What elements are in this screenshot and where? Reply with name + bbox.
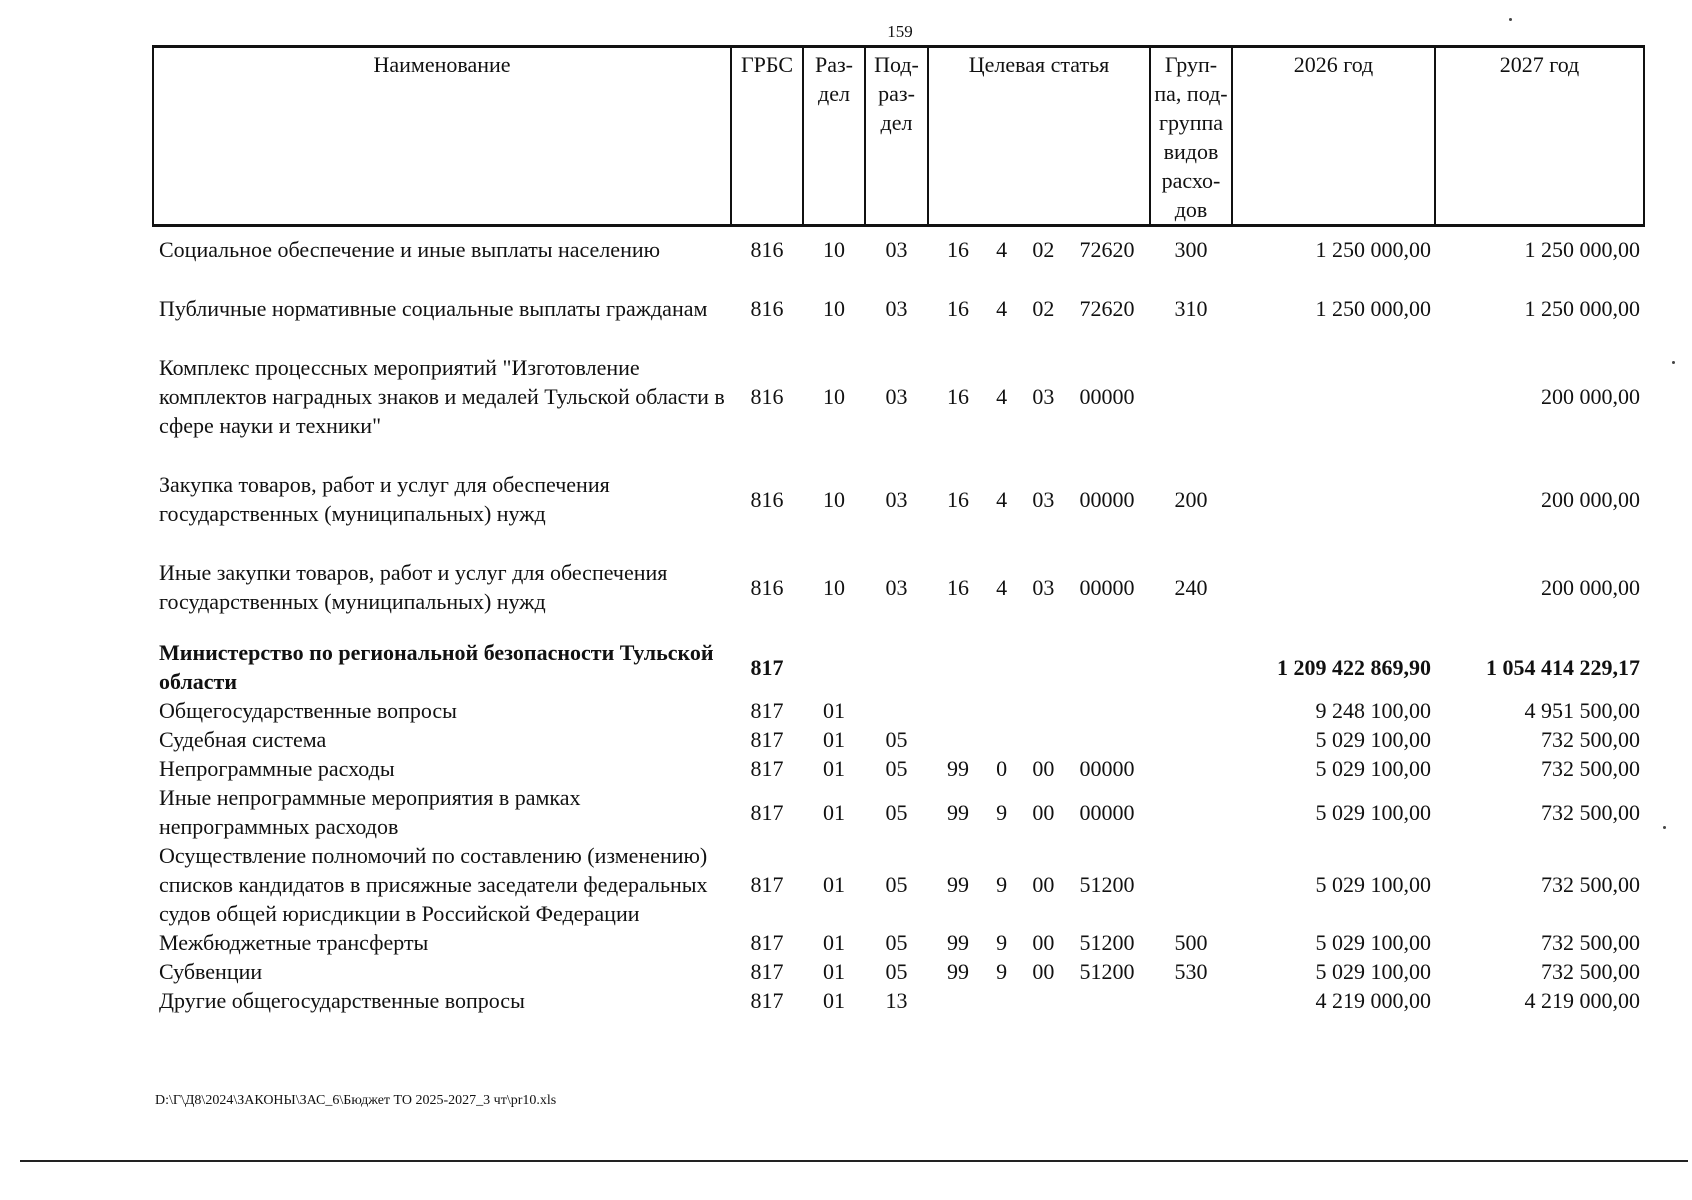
- row-target-cs4: 00000: [1079, 756, 1135, 781]
- row-expense-group: [1150, 638, 1232, 696]
- row-name: Закупка товаров, работ и услуг для обеспечения государственных (муниципальных) нужд: [159, 472, 610, 526]
- table-row: [153, 226, 1644, 273]
- row-amount-2027: 732 500,00: [1541, 872, 1640, 897]
- page-number: 159: [887, 22, 913, 41]
- row-amount-2027: 732 500,00: [1541, 959, 1640, 984]
- row-expense-group: 200: [1174, 486, 1208, 512]
- scan-speck: [1509, 18, 1512, 21]
- header-expense-group: Груп- па, под- группа видов расхо- дов: [1150, 47, 1232, 226]
- row-spacer-cell: [153, 448, 1644, 462]
- scan-speck: [1663, 826, 1666, 829]
- row-name: Другие общегосударственные вопросы: [159, 988, 525, 1013]
- table-row: [153, 783, 1644, 841]
- row-section: 01: [823, 698, 845, 723]
- table-row: [153, 986, 1644, 1015]
- row-grbs: 817: [750, 698, 784, 723]
- row-name: Комплекс процессных мероприятий "Изготовление комплектов наградных знаков и медалей Тульской области в сфере науки и техники": [159, 355, 725, 438]
- bottom-rule: [20, 1160, 1688, 1162]
- row-target-cs4: 51200: [1079, 959, 1135, 984]
- row-target-cs3: 00: [1032, 930, 1055, 955]
- row-expense-group: [1150, 783, 1232, 841]
- row-grbs: 817: [750, 930, 784, 955]
- row-target-article: [928, 462, 1150, 536]
- row-amount-2026: 4 219 000,00: [1315, 988, 1431, 1013]
- row-section: 10: [823, 486, 845, 512]
- row-target-cs1: 99: [947, 872, 969, 897]
- row-section: 01: [823, 727, 845, 752]
- row-name: Иные закупки товаров, работ и услуг для обеспечения государственных (муниципальных) нужд: [159, 560, 668, 614]
- row-subsection: 03: [885, 486, 908, 512]
- row-expense-group: [1150, 345, 1232, 448]
- row-amount-2027: 1 054 414 229,17: [1486, 654, 1640, 680]
- row-target-cs1: 99: [947, 930, 969, 955]
- header-grbs: ГРБС: [731, 47, 803, 226]
- table-row: [153, 286, 1644, 331]
- row-amount-2026: 5 029 100,00: [1315, 872, 1431, 897]
- row-target-article: [928, 783, 1150, 841]
- row-target-cs3: 00: [1032, 799, 1055, 825]
- row-subsection: 05: [885, 727, 908, 752]
- row-subsection: 03: [885, 237, 908, 262]
- row-section: 01: [823, 872, 845, 897]
- row-target-cs1: 16: [947, 296, 969, 321]
- row-expense-group: 240: [1174, 574, 1208, 600]
- row-spacer-cell: [153, 272, 1644, 286]
- row-target-cs1: 99: [947, 959, 969, 984]
- row-section: 10: [823, 237, 845, 262]
- row-expense-group: [1150, 841, 1232, 928]
- row-grbs: 816: [750, 384, 784, 409]
- row-target-cs4: 72620: [1079, 237, 1135, 262]
- table-row: [153, 345, 1644, 448]
- row-target-cs2: 4: [996, 574, 1008, 600]
- row-target-cs3: 03: [1032, 574, 1055, 600]
- row-target-cs2: 9: [996, 872, 1008, 897]
- table-body: [153, 226, 1644, 1016]
- row-target-article: [928, 986, 1150, 1015]
- row-amount-2026: 1 250 000,00: [1315, 237, 1431, 262]
- row-target-article: [928, 286, 1150, 331]
- row-amount-2027: 732 500,00: [1541, 930, 1640, 955]
- row-subsection: [865, 696, 928, 725]
- row-spacer: [153, 331, 1644, 345]
- row-target-article: [928, 957, 1150, 986]
- scan-speck: [1672, 361, 1675, 364]
- row-spacer-cell: [153, 624, 1644, 638]
- row-target-cs3: 03: [1032, 384, 1055, 409]
- table-row: [153, 696, 1644, 725]
- row-spacer-cell: [153, 331, 1644, 345]
- row-grbs: 817: [750, 872, 784, 897]
- budget-table: [152, 45, 1645, 1015]
- row-amount-2026: 1 209 422 869,90: [1277, 654, 1431, 680]
- row-target-article: [928, 345, 1150, 448]
- row-target-cs2: 9: [996, 799, 1008, 825]
- row-expense-group: [1150, 696, 1232, 725]
- row-grbs: 816: [750, 574, 784, 600]
- row-target-cs4: 00000: [1079, 574, 1135, 600]
- table-row: [153, 638, 1644, 696]
- header-year-2027: 2027 год: [1435, 47, 1644, 226]
- row-amount-2027: 1 250 000,00: [1524, 237, 1640, 262]
- row-target-cs4: 72620: [1079, 296, 1135, 321]
- row-amount-2026: 5 029 100,00: [1315, 930, 1431, 955]
- row-expense-group: 530: [1174, 959, 1208, 984]
- row-name: Иные непрограммные мероприятия в рамках непрограммных расходов: [159, 785, 581, 839]
- row-grbs: 817: [750, 756, 784, 781]
- row-subsection: 05: [885, 959, 908, 984]
- row-target-cs1: 16: [947, 237, 969, 262]
- header-target-article: Целевая статья: [928, 47, 1150, 226]
- row-subsection: 05: [885, 930, 908, 955]
- row-expense-group: 300: [1174, 237, 1208, 262]
- row-name: Непрограммные расходы: [159, 756, 395, 781]
- row-name: Межбюджетные трансферты: [159, 930, 429, 955]
- row-name: Публичные нормативные социальные выплаты гражданам: [159, 296, 708, 321]
- row-name: Общегосударственные вопросы: [159, 698, 457, 723]
- row-grbs: 817: [750, 959, 784, 984]
- row-amount-2027: 1 250 000,00: [1524, 296, 1640, 321]
- row-target-cs2: 4: [996, 296, 1008, 321]
- row-target-cs3: 02: [1032, 296, 1055, 321]
- row-target-cs1: 16: [947, 486, 969, 512]
- row-target-cs1: 99: [947, 799, 969, 825]
- row-amount-2027: 4 951 500,00: [1524, 698, 1640, 723]
- row-target-cs2: 0: [996, 756, 1008, 781]
- row-target-cs3: 00: [1032, 756, 1055, 781]
- row-grbs: 816: [750, 237, 784, 262]
- row-target-cs4: 00000: [1079, 384, 1135, 409]
- row-section: 01: [823, 930, 845, 955]
- row-amount-2026: 5 029 100,00: [1315, 959, 1431, 984]
- row-amount-2026: [1232, 345, 1435, 448]
- row-amount-2027: 732 500,00: [1541, 756, 1640, 781]
- row-amount-2027: 732 500,00: [1541, 799, 1640, 825]
- row-target-cs3: 00: [1032, 872, 1055, 897]
- row-target-article: [928, 928, 1150, 957]
- header-subsection: Под- раз- дел: [865, 47, 928, 226]
- header-row: [153, 47, 1644, 226]
- row-target-article: [928, 638, 1150, 696]
- table-row: [153, 928, 1644, 957]
- row-target-cs4: 00000: [1079, 486, 1135, 512]
- row-amount-2027: 732 500,00: [1541, 727, 1640, 752]
- row-target-article: [928, 754, 1150, 783]
- row-section: 10: [823, 296, 845, 321]
- row-target-cs4: 51200: [1079, 930, 1135, 955]
- header-year-2026: 2026 год: [1232, 47, 1435, 226]
- row-amount-2027: 200 000,00: [1541, 486, 1640, 512]
- row-amount-2026: 5 029 100,00: [1315, 756, 1431, 781]
- row-section: 01: [823, 959, 845, 984]
- row-subsection: 05: [885, 756, 908, 781]
- table-row: [153, 841, 1644, 928]
- row-name: Министерство по региональной безопасности Тульской области: [159, 640, 714, 694]
- row-amount-2026: [1232, 462, 1435, 536]
- row-expense-group: [1150, 986, 1232, 1015]
- row-target-article: [928, 696, 1150, 725]
- row-section: 10: [823, 574, 845, 600]
- row-section: [803, 638, 865, 696]
- row-subsection: 03: [885, 296, 908, 321]
- row-amount-2026: 5 029 100,00: [1315, 727, 1431, 752]
- row-target-cs2: 4: [996, 384, 1008, 409]
- row-target-cs3: 02: [1032, 237, 1055, 262]
- row-amount-2026: 1 250 000,00: [1315, 296, 1431, 321]
- row-name: Субвенции: [159, 959, 263, 984]
- row-spacer: [153, 536, 1644, 550]
- row-target-cs4: 51200: [1079, 872, 1135, 897]
- row-grbs: 816: [750, 486, 784, 512]
- row-target-article: [928, 550, 1150, 624]
- row-grbs: 817: [750, 654, 784, 680]
- row-name: Судебная система: [159, 727, 327, 752]
- table-row: [153, 754, 1644, 783]
- row-target-cs2: 4: [996, 486, 1008, 512]
- row-target-cs2: 9: [996, 930, 1008, 955]
- row-grbs: 817: [750, 727, 784, 752]
- row-subsection: 05: [885, 799, 908, 825]
- row-section: 01: [823, 756, 845, 781]
- row-grbs: 816: [750, 296, 784, 321]
- table-row: [153, 462, 1644, 536]
- row-amount-2027: 200 000,00: [1541, 574, 1640, 600]
- row-spacer: [153, 448, 1644, 462]
- row-target-cs2: 4: [996, 237, 1008, 262]
- row-section: 01: [823, 988, 845, 1013]
- row-subsection: 05: [885, 872, 908, 897]
- row-target-cs4: 00000: [1079, 799, 1135, 825]
- row-name: Осуществление полномочий по составлению (изменению) списков кандидатов в присяжные заседатели федеральных судов общей юрисдикции в Российской Федерации: [159, 843, 708, 926]
- row-subsection: 03: [885, 574, 908, 600]
- row-target-cs1: 16: [947, 384, 969, 409]
- file-path: D:\Г\Д8\2024\ЗАКОНЫ\ЗАС_6\Бюджет ТО 2025-2027_3 чт\pr10.xls: [155, 1093, 557, 1108]
- row-name: Социальное обеспечение и иные выплаты населению: [159, 237, 661, 262]
- row-amount-2027: 200 000,00: [1541, 384, 1640, 409]
- row-section: 10: [823, 384, 845, 409]
- table-row: [153, 957, 1644, 986]
- row-subsection: [865, 638, 928, 696]
- row-target-article: [928, 226, 1150, 273]
- row-target-cs1: 99: [947, 756, 969, 781]
- row-amount-2027: 4 219 000,00: [1524, 988, 1640, 1013]
- row-section: 01: [823, 799, 845, 825]
- table-row: [153, 725, 1644, 754]
- row-amount-2026: [1232, 550, 1435, 624]
- row-subsection: 03: [885, 384, 908, 409]
- row-spacer: [153, 272, 1644, 286]
- row-target-article: [928, 841, 1150, 928]
- row-spacer: [153, 624, 1644, 638]
- row-target-cs2: 9: [996, 959, 1008, 984]
- row-target-article: [928, 725, 1150, 754]
- row-target-cs1: 16: [947, 574, 969, 600]
- row-spacer-cell: [153, 536, 1644, 550]
- row-grbs: 817: [750, 799, 784, 825]
- row-amount-2026: 9 248 100,00: [1315, 698, 1431, 723]
- header-name: Наименование: [153, 47, 731, 226]
- row-expense-group: 310: [1174, 296, 1208, 321]
- row-expense-group: [1150, 754, 1232, 783]
- row-amount-2026: 5 029 100,00: [1315, 799, 1431, 825]
- row-subsection: 13: [885, 988, 908, 1013]
- row-target-cs3: 03: [1032, 486, 1055, 512]
- row-grbs: 817: [750, 988, 784, 1013]
- header-section: Раз- дел: [803, 47, 865, 226]
- row-expense-group: 500: [1174, 930, 1208, 955]
- row-target-cs3: 00: [1032, 959, 1055, 984]
- table-row: [153, 550, 1644, 624]
- row-expense-group: [1150, 725, 1232, 754]
